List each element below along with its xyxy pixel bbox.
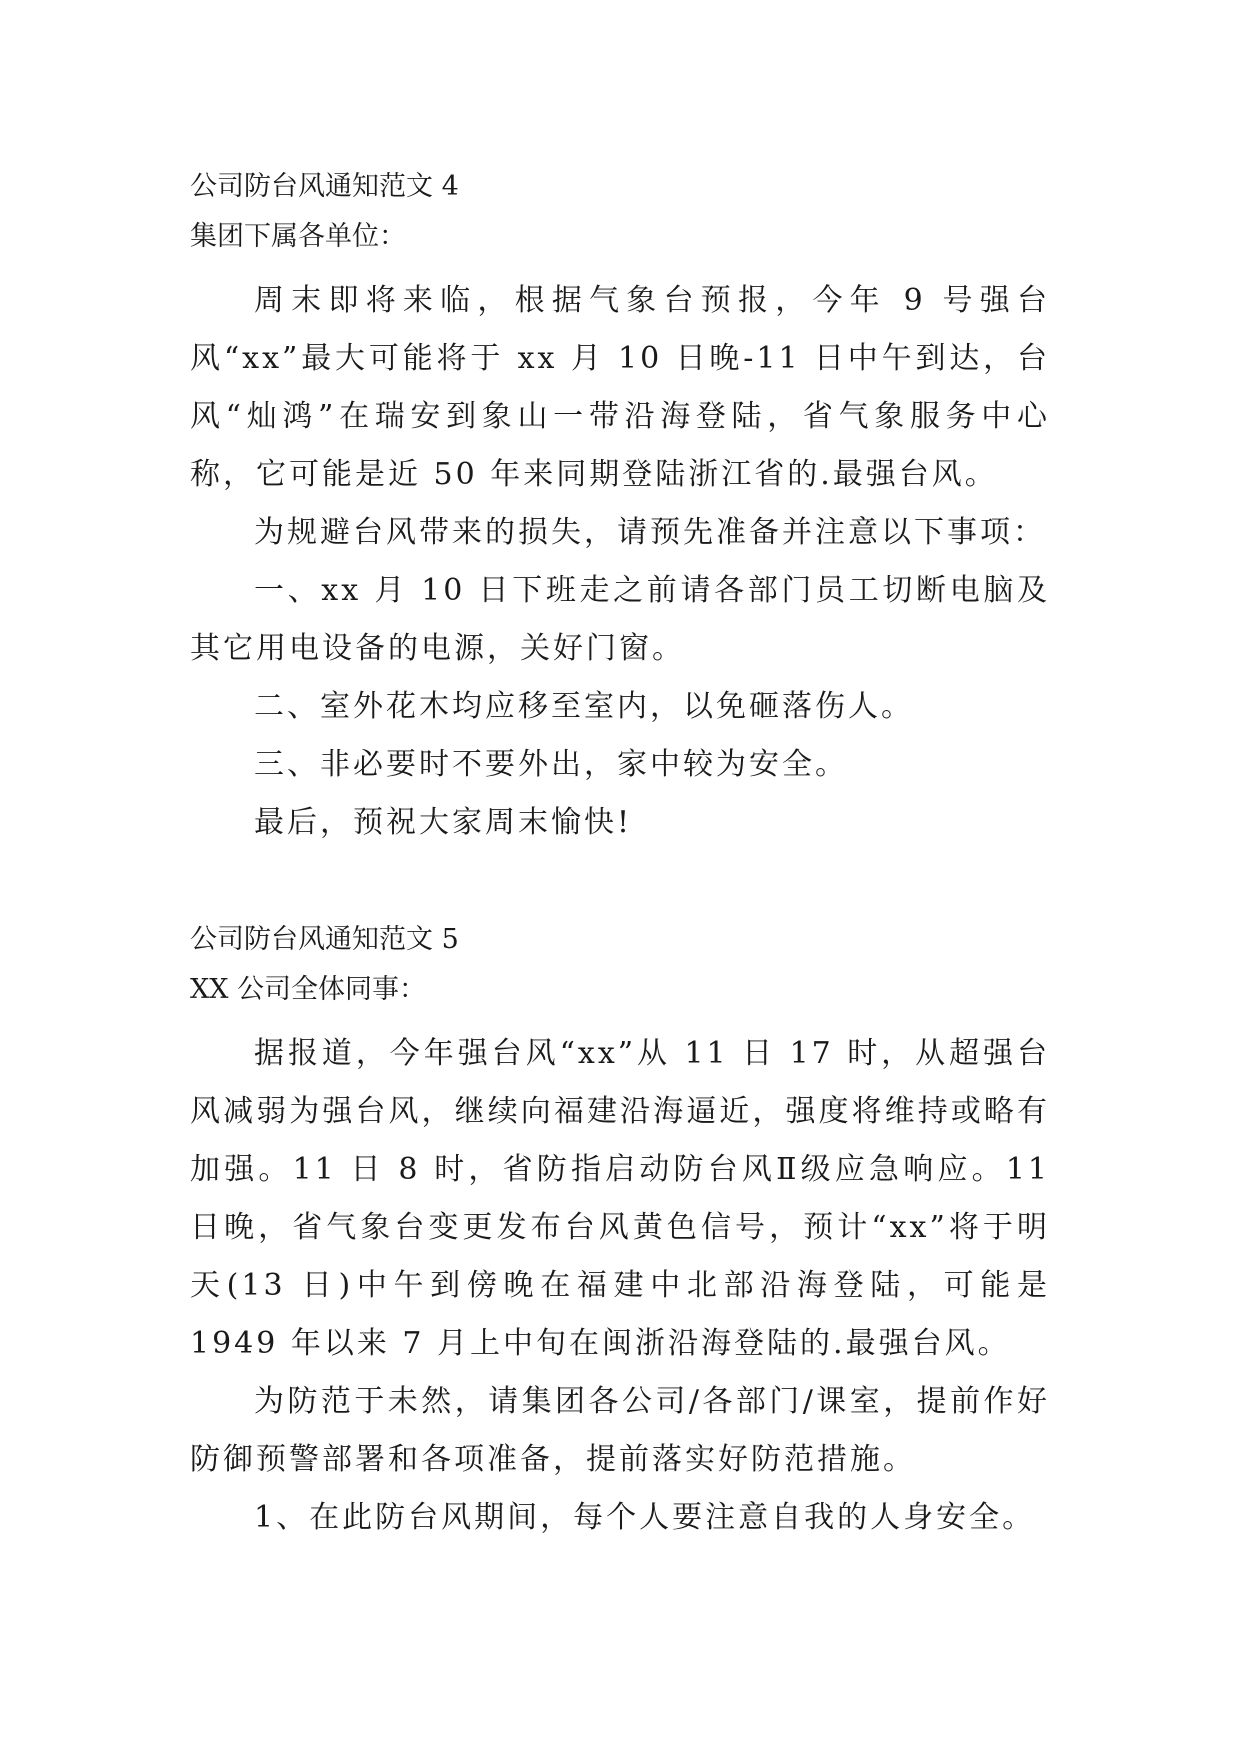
notice-5-header [190, 915, 1050, 1015]
notice-5-salutation: XX 公司全体同事： [190, 974, 427, 1005]
paragraph: 一、xx 月 10 日下班走之前请各部门员工切断电脑及其它用电设备的电源，关好门窗。 [190, 573, 1050, 666]
paragraph: 为规避台风带来的损失，请预先准备并注意以下事项： [254, 515, 1046, 550]
notice-4-title: 公司防台风通知范文 4 [190, 171, 459, 202]
notice-5-body [190, 1025, 1050, 1547]
notice-5-title: 公司防台风通知范文 5 [190, 924, 459, 955]
paragraph: 为防范于未然，请集团各公司/各部门/课室，提前作好防御预警部署和各项准备，提前落实好防范措施。 [190, 1384, 1050, 1477]
paragraph: 三、非必要时不要外出，家中较为安全。 [254, 747, 848, 782]
paragraph: 据报道，今年强台风“xx”从 11 日 17 时，从超强台风减弱为强台风，继续向福建沿海逼近，强度将维持或略有加强。11 日 8 时，省防指启动防台风Ⅱ级应急响应。11 日晚，省气象台变更发布台风黄色信号，预计“xx”将于明天(13 日)中午到傍晚在福建中北部沿海登陆，可能是 1949 年以来 7 月上中旬在闽浙沿海登陆的.最强台风。 [190, 1036, 1050, 1361]
paragraph: 二、室外花木均应移至室内，以免砸落伤人。 [254, 689, 914, 724]
paragraph: 1、在此防台风期间，每个人要注意自我的人身安全。 [254, 1500, 1036, 1535]
notice-4-header [190, 162, 1050, 262]
paragraph: 周末即将来临，根据气象台预报，今年 9 号强台风“xx”最大可能将于 xx 月 10 日晚-11 日中午到达，台风“灿鸿”在瑞安到象山一带沿海登陆，省气象服务中心称，它可能是近 50 年来同期登陆浙江省的.最强台风。 [190, 283, 1050, 492]
notice-4-body [190, 272, 1050, 852]
paragraph: 最后，预祝大家周末愉快! [254, 805, 633, 840]
notice-4-salutation: 集团下属各单位： [190, 221, 406, 252]
